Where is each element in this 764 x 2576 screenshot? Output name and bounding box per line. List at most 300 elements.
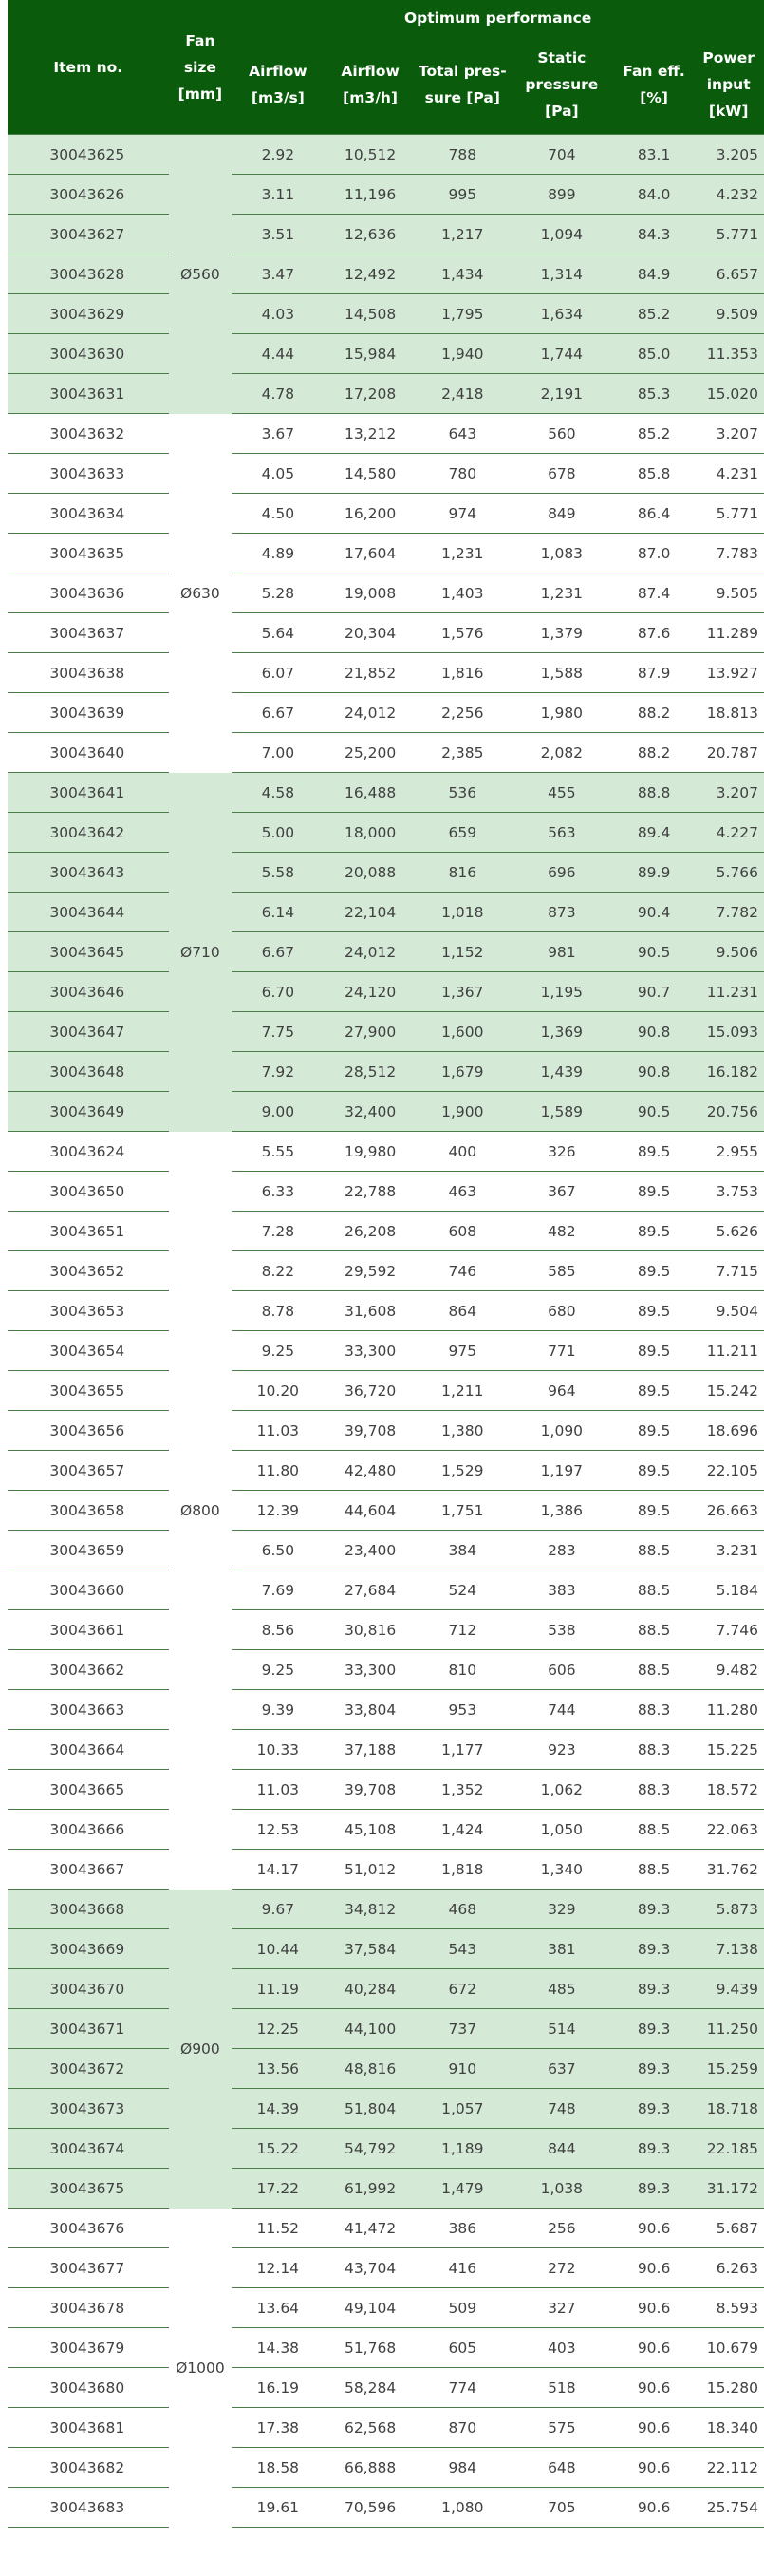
power-input-cell: 11.250 [693,2009,764,2049]
airflow-m3s-cell: 10.20 [232,1371,324,1411]
fan-size-cell: Ø1000 [169,2209,233,2528]
power-input-cell: 18.696 [693,1411,764,1451]
airflow-m3s-cell: 17.38 [232,2408,324,2448]
total-pressure-cell: 816 [417,853,509,893]
airflow-m3h-cell: 33,804 [324,1690,416,1730]
table-row [8,1132,764,1172]
table-row [8,2328,764,2368]
airflow-m3h-cell: 25,200 [324,733,416,773]
total-pressure-cell: 536 [417,773,509,813]
header-airflow-m3s: Airflow [m3/s] [232,35,324,135]
table-row [8,2049,764,2089]
airflow-m3s-cell: 4.89 [232,534,324,573]
airflow-m3s-cell: 7.75 [232,1012,324,1052]
static-pressure-cell: 648 [509,2448,615,2488]
static-pressure-cell: 1,386 [509,1491,615,1531]
power-input-cell: 15.093 [693,1012,764,1052]
static-pressure-cell: 637 [509,2049,615,2089]
airflow-m3h-cell: 51,804 [324,2089,416,2129]
total-pressure-cell: 1,057 [417,2089,509,2129]
static-pressure-cell: 1,439 [509,1052,615,1092]
airflow-m3s-cell: 6.14 [232,893,324,932]
table-row [8,2488,764,2528]
fan-eff-cell: 89.3 [615,2169,694,2209]
airflow-m3h-cell: 42,480 [324,1451,416,1491]
table-row [8,613,764,653]
table-row [8,135,764,175]
airflow-m3h-cell: 43,704 [324,2248,416,2288]
power-input-cell: 5.766 [693,853,764,893]
item-no-cell: 30043658 [8,1491,169,1531]
power-input-cell: 8.593 [693,2288,764,2328]
airflow-m3s-cell: 14.38 [232,2328,324,2368]
table-row [8,1969,764,2009]
total-pressure-cell: 984 [417,2448,509,2488]
static-pressure-cell: 1,195 [509,972,615,1012]
airflow-m3s-cell: 3.11 [232,175,324,215]
static-pressure-cell: 1,197 [509,1451,615,1491]
fan-eff-cell: 85.3 [615,374,694,414]
item-no-cell: 30043624 [8,1132,169,1172]
header-fan-size: Fan size [mm] [169,0,233,135]
airflow-m3h-cell: 24,120 [324,972,416,1012]
power-input-cell: 11.280 [693,1690,764,1730]
fan-eff-cell: 89.5 [615,1451,694,1491]
power-input-cell: 3.753 [693,1172,764,1212]
airflow-m3h-cell: 20,304 [324,613,416,653]
airflow-m3s-cell: 16.19 [232,2368,324,2408]
airflow-m3h-cell: 58,284 [324,2368,416,2408]
table-row [8,1650,764,1690]
item-no-cell: 30043625 [8,135,169,175]
airflow-m3s-cell: 4.78 [232,374,324,414]
fan-eff-cell: 90.7 [615,972,694,1012]
item-no-cell: 30043672 [8,2049,169,2089]
item-no-cell: 30043662 [8,1650,169,1690]
fan-eff-cell: 89.5 [615,1251,694,1291]
static-pressure-cell: 1,980 [509,693,615,733]
total-pressure-cell: 1,900 [417,1092,509,1132]
header-power-input: Power input [kW] [693,35,764,135]
header-total-pressure: Total pres-sure [Pa] [417,35,509,135]
total-pressure-cell: 746 [417,1251,509,1291]
item-no-cell: 30043646 [8,972,169,1012]
power-input-cell: 18.572 [693,1770,764,1810]
item-no-cell: 30043665 [8,1770,169,1810]
power-input-cell: 18.718 [693,2089,764,2129]
power-input-cell: 10.679 [693,2328,764,2368]
static-pressure-cell: 327 [509,2288,615,2328]
static-pressure-cell: 256 [509,2209,615,2248]
table-row [8,1451,764,1491]
airflow-m3s-cell: 12.14 [232,2248,324,2288]
fan-eff-cell: 84.9 [615,254,694,294]
item-no-cell: 30043631 [8,374,169,414]
table-row [8,175,764,215]
table-row [8,2248,764,2288]
power-input-cell: 7.746 [693,1610,764,1650]
power-input-cell: 26.663 [693,1491,764,1531]
static-pressure-cell: 560 [509,414,615,454]
total-pressure-cell: 643 [417,414,509,454]
airflow-m3s-cell: 9.39 [232,1690,324,1730]
power-input-cell: 4.231 [693,454,764,494]
power-input-cell: 9.482 [693,1650,764,1690]
table-row [8,414,764,454]
power-input-cell: 6.263 [693,2248,764,2288]
static-pressure-cell: 585 [509,1251,615,1291]
item-no-cell: 30043680 [8,2368,169,2408]
item-no-cell: 30043643 [8,853,169,893]
fan-eff-cell: 90.6 [615,2448,694,2488]
static-pressure-cell: 705 [509,2488,615,2528]
airflow-m3h-cell: 24,012 [324,932,416,972]
static-pressure-cell: 1,094 [509,215,615,254]
airflow-m3h-cell: 44,604 [324,1491,416,1531]
total-pressure-cell: 1,434 [417,254,509,294]
fan-eff-cell: 89.9 [615,853,694,893]
table-row [8,334,764,374]
static-pressure-cell: 680 [509,1291,615,1331]
airflow-m3s-cell: 10.33 [232,1730,324,1770]
airflow-m3s-cell: 14.17 [232,1850,324,1890]
item-no-cell: 30043647 [8,1012,169,1052]
power-input-cell: 5.687 [693,2209,764,2248]
airflow-m3h-cell: 48,816 [324,2049,416,2089]
total-pressure-cell: 2,256 [417,693,509,733]
power-input-cell: 20.756 [693,1092,764,1132]
static-pressure-cell: 482 [509,1212,615,1251]
table-row [8,374,764,414]
airflow-m3s-cell: 12.25 [232,2009,324,2049]
table-row [8,2129,764,2169]
fan-eff-cell: 90.6 [615,2408,694,2448]
fan-eff-cell: 88.2 [615,733,694,773]
table-row [8,1172,764,1212]
airflow-m3h-cell: 14,508 [324,294,416,334]
power-input-cell: 9.504 [693,1291,764,1331]
item-no-cell: 30043627 [8,215,169,254]
item-no-cell: 30043648 [8,1052,169,1092]
static-pressure-cell: 326 [509,1132,615,1172]
airflow-m3s-cell: 11.03 [232,1770,324,1810]
airflow-m3h-cell: 51,012 [324,1850,416,1890]
power-input-cell: 20.787 [693,733,764,773]
power-input-cell: 22.063 [693,1810,764,1850]
airflow-m3s-cell: 8.22 [232,1251,324,1291]
airflow-m3h-cell: 21,852 [324,653,416,693]
total-pressure-cell: 468 [417,1890,509,1929]
static-pressure-cell: 899 [509,175,615,215]
airflow-m3s-cell: 15.22 [232,2129,324,2169]
fan-eff-cell: 85.2 [615,414,694,454]
item-no-cell: 30043661 [8,1610,169,1650]
item-no-cell: 30043653 [8,1291,169,1331]
total-pressure-cell: 870 [417,2408,509,2448]
airflow-m3h-cell: 27,684 [324,1570,416,1610]
power-input-cell: 5.184 [693,1570,764,1610]
item-no-cell: 30043654 [8,1331,169,1371]
airflow-m3s-cell: 5.28 [232,573,324,613]
item-no-cell: 30043673 [8,2089,169,2129]
total-pressure-cell: 2,418 [417,374,509,414]
total-pressure-cell: 1,751 [417,1491,509,1531]
item-no-cell: 30043663 [8,1690,169,1730]
fan-eff-cell: 89.3 [615,1890,694,1929]
total-pressure-cell: 1,018 [417,893,509,932]
total-pressure-cell: 1,795 [417,294,509,334]
static-pressure-cell: 744 [509,1690,615,1730]
fan-eff-cell: 90.4 [615,893,694,932]
power-input-cell: 15.259 [693,2049,764,2089]
fan-eff-cell: 88.2 [615,693,694,733]
table-row [8,1810,764,1850]
airflow-m3s-cell: 19.61 [232,2488,324,2528]
airflow-m3s-cell: 9.00 [232,1092,324,1132]
item-no-cell: 30043677 [8,2248,169,2288]
fan-eff-cell: 90.6 [615,2488,694,2528]
item-no-cell: 30043659 [8,1531,169,1570]
airflow-m3s-cell: 7.69 [232,1570,324,1610]
airflow-m3h-cell: 37,188 [324,1730,416,1770]
airflow-m3h-cell: 45,108 [324,1810,416,1850]
total-pressure-cell: 1,479 [417,2169,509,2209]
table-row [8,693,764,733]
power-input-cell: 11.353 [693,334,764,374]
airflow-m3h-cell: 12,492 [324,254,416,294]
table-row [8,2209,764,2248]
fan-eff-cell: 85.0 [615,334,694,374]
static-pressure-cell: 1,634 [509,294,615,334]
airflow-m3h-cell: 15,984 [324,334,416,374]
item-no-cell: 30043683 [8,2488,169,2528]
power-input-cell: 18.340 [693,2408,764,2448]
table-row [8,972,764,1012]
fan-eff-cell: 89.4 [615,813,694,853]
fan-size-cell: Ø630 [169,414,233,773]
airflow-m3s-cell: 4.44 [232,334,324,374]
table-row [8,1531,764,1570]
total-pressure-cell: 1,576 [417,613,509,653]
total-pressure-cell: 659 [417,813,509,853]
airflow-m3h-cell: 22,788 [324,1172,416,1212]
item-no-cell: 30043678 [8,2288,169,2328]
fan-eff-cell: 89.5 [615,1331,694,1371]
total-pressure-cell: 1,403 [417,573,509,613]
power-input-cell: 9.506 [693,932,764,972]
airflow-m3s-cell: 7.28 [232,1212,324,1251]
total-pressure-cell: 995 [417,175,509,215]
airflow-m3h-cell: 13,212 [324,414,416,454]
item-no-cell: 30043630 [8,334,169,374]
total-pressure-cell: 780 [417,454,509,494]
item-no-cell: 30043671 [8,2009,169,2049]
static-pressure-cell: 2,082 [509,733,615,773]
item-no-cell: 30043641 [8,773,169,813]
fan-eff-cell: 85.8 [615,454,694,494]
airflow-m3h-cell: 44,100 [324,2009,416,2049]
power-input-cell: 15.242 [693,1371,764,1411]
table-row [8,1929,764,1969]
fan-eff-cell: 88.5 [615,1531,694,1570]
airflow-m3h-cell: 17,208 [324,374,416,414]
airflow-m3s-cell: 9.67 [232,1890,324,1929]
total-pressure-cell: 384 [417,1531,509,1570]
airflow-m3h-cell: 18,000 [324,813,416,853]
fan-eff-cell: 90.6 [615,2328,694,2368]
item-no-cell: 30043639 [8,693,169,733]
item-no-cell: 30043660 [8,1570,169,1610]
airflow-m3h-cell: 37,584 [324,1929,416,1969]
table-row [8,494,764,534]
static-pressure-cell: 964 [509,1371,615,1411]
fan-eff-cell: 87.4 [615,573,694,613]
airflow-m3h-cell: 28,512 [324,1052,416,1092]
table-row [8,893,764,932]
power-input-cell: 5.626 [693,1212,764,1251]
fan-eff-cell: 88.5 [615,1650,694,1690]
table-row [8,1212,764,1251]
static-pressure-cell: 1,090 [509,1411,615,1451]
total-pressure-cell: 608 [417,1212,509,1251]
item-no-cell: 30043670 [8,1969,169,2009]
power-input-cell: 7.782 [693,893,764,932]
fan-eff-cell: 88.3 [615,1730,694,1770]
item-no-cell: 30043645 [8,932,169,972]
power-input-cell: 9.439 [693,1969,764,2009]
fan-size-cell: Ø900 [169,1890,233,2209]
airflow-m3s-cell: 5.64 [232,613,324,653]
fan-size-cell: Ø800 [169,1132,233,1890]
power-input-cell: 9.509 [693,294,764,334]
static-pressure-cell: 485 [509,1969,615,2009]
power-input-cell: 11.289 [693,613,764,653]
airflow-m3h-cell: 29,592 [324,1251,416,1291]
static-pressure-cell: 272 [509,2248,615,2288]
power-input-cell: 22.105 [693,1451,764,1491]
table-row [8,1012,764,1052]
airflow-m3h-cell: 39,708 [324,1411,416,1451]
airflow-m3s-cell: 6.67 [232,693,324,733]
fan-eff-cell: 88.5 [615,1810,694,1850]
table-row [8,932,764,972]
power-input-cell: 18.813 [693,693,764,733]
airflow-m3h-cell: 31,608 [324,1291,416,1331]
total-pressure-cell: 1,189 [417,2129,509,2169]
static-pressure-cell: 873 [509,893,615,932]
total-pressure-cell: 910 [417,2049,509,2089]
table-row [8,1371,764,1411]
airflow-m3s-cell: 14.39 [232,2089,324,2129]
table-row [8,1570,764,1610]
total-pressure-cell: 509 [417,2288,509,2328]
fan-eff-cell: 84.0 [615,175,694,215]
table-row [8,1690,764,1730]
airflow-m3h-cell: 19,008 [324,573,416,613]
fan-eff-cell: 89.5 [615,1212,694,1251]
table-row [8,653,764,693]
total-pressure-cell: 1,940 [417,334,509,374]
fan-eff-cell: 87.9 [615,653,694,693]
table-row [8,1491,764,1531]
fan-eff-cell: 88.3 [615,1690,694,1730]
item-no-cell: 30043626 [8,175,169,215]
airflow-m3s-cell: 10.44 [232,1929,324,1969]
total-pressure-cell: 1,352 [417,1770,509,1810]
total-pressure-cell: 774 [417,2368,509,2408]
power-input-cell: 15.225 [693,1730,764,1770]
table-row [8,2009,764,2049]
fan-eff-cell: 89.5 [615,1411,694,1451]
airflow-m3s-cell: 5.58 [232,853,324,893]
airflow-m3s-cell: 6.50 [232,1531,324,1570]
table-row [8,1092,764,1132]
airflow-m3s-cell: 11.52 [232,2209,324,2248]
static-pressure-cell: 518 [509,2368,615,2408]
item-no-cell: 30043638 [8,653,169,693]
airflow-m3h-cell: 36,720 [324,1371,416,1411]
table-row [8,2169,764,2209]
airflow-m3h-cell: 16,488 [324,773,416,813]
static-pressure-cell: 329 [509,1890,615,1929]
total-pressure-cell: 1,152 [417,932,509,972]
static-pressure-cell: 1,588 [509,653,615,693]
total-pressure-cell: 416 [417,2248,509,2288]
static-pressure-cell: 383 [509,1570,615,1610]
airflow-m3s-cell: 6.67 [232,932,324,972]
static-pressure-cell: 1,038 [509,2169,615,2209]
item-no-cell: 30043674 [8,2129,169,2169]
airflow-m3s-cell: 13.56 [232,2049,324,2089]
fan-eff-cell: 90.8 [615,1012,694,1052]
total-pressure-cell: 2,385 [417,733,509,773]
airflow-m3h-cell: 39,708 [324,1770,416,1810]
power-input-cell: 7.715 [693,1251,764,1291]
total-pressure-cell: 605 [417,2328,509,2368]
airflow-m3s-cell: 6.33 [232,1172,324,1212]
item-no-cell: 30043633 [8,454,169,494]
fan-eff-cell: 89.3 [615,1929,694,1969]
performance-table [8,0,764,2528]
table-row [8,215,764,254]
item-no-cell: 30043650 [8,1172,169,1212]
table-header [8,0,764,135]
airflow-m3h-cell: 34,812 [324,1890,416,1929]
airflow-m3s-cell: 12.53 [232,1810,324,1850]
airflow-m3h-cell: 51,768 [324,2328,416,2368]
total-pressure-cell: 974 [417,494,509,534]
airflow-m3h-cell: 32,400 [324,1092,416,1132]
power-input-cell: 22.185 [693,2129,764,2169]
item-no-cell: 30043657 [8,1451,169,1491]
table-body [8,135,764,2528]
total-pressure-cell: 1,600 [417,1012,509,1052]
total-pressure-cell: 810 [417,1650,509,1690]
total-pressure-cell: 712 [417,1610,509,1650]
airflow-m3h-cell: 66,888 [324,2448,416,2488]
item-no-cell: 30043655 [8,1371,169,1411]
static-pressure-cell: 748 [509,2089,615,2129]
fan-eff-cell: 89.5 [615,1172,694,1212]
static-pressure-cell: 563 [509,813,615,853]
airflow-m3s-cell: 17.22 [232,2169,324,2209]
item-no-cell: 30043656 [8,1411,169,1451]
airflow-m3s-cell: 3.47 [232,254,324,294]
fan-eff-cell: 88.8 [615,773,694,813]
table-row [8,1850,764,1890]
total-pressure-cell: 1,679 [417,1052,509,1092]
airflow-m3h-cell: 14,580 [324,454,416,494]
